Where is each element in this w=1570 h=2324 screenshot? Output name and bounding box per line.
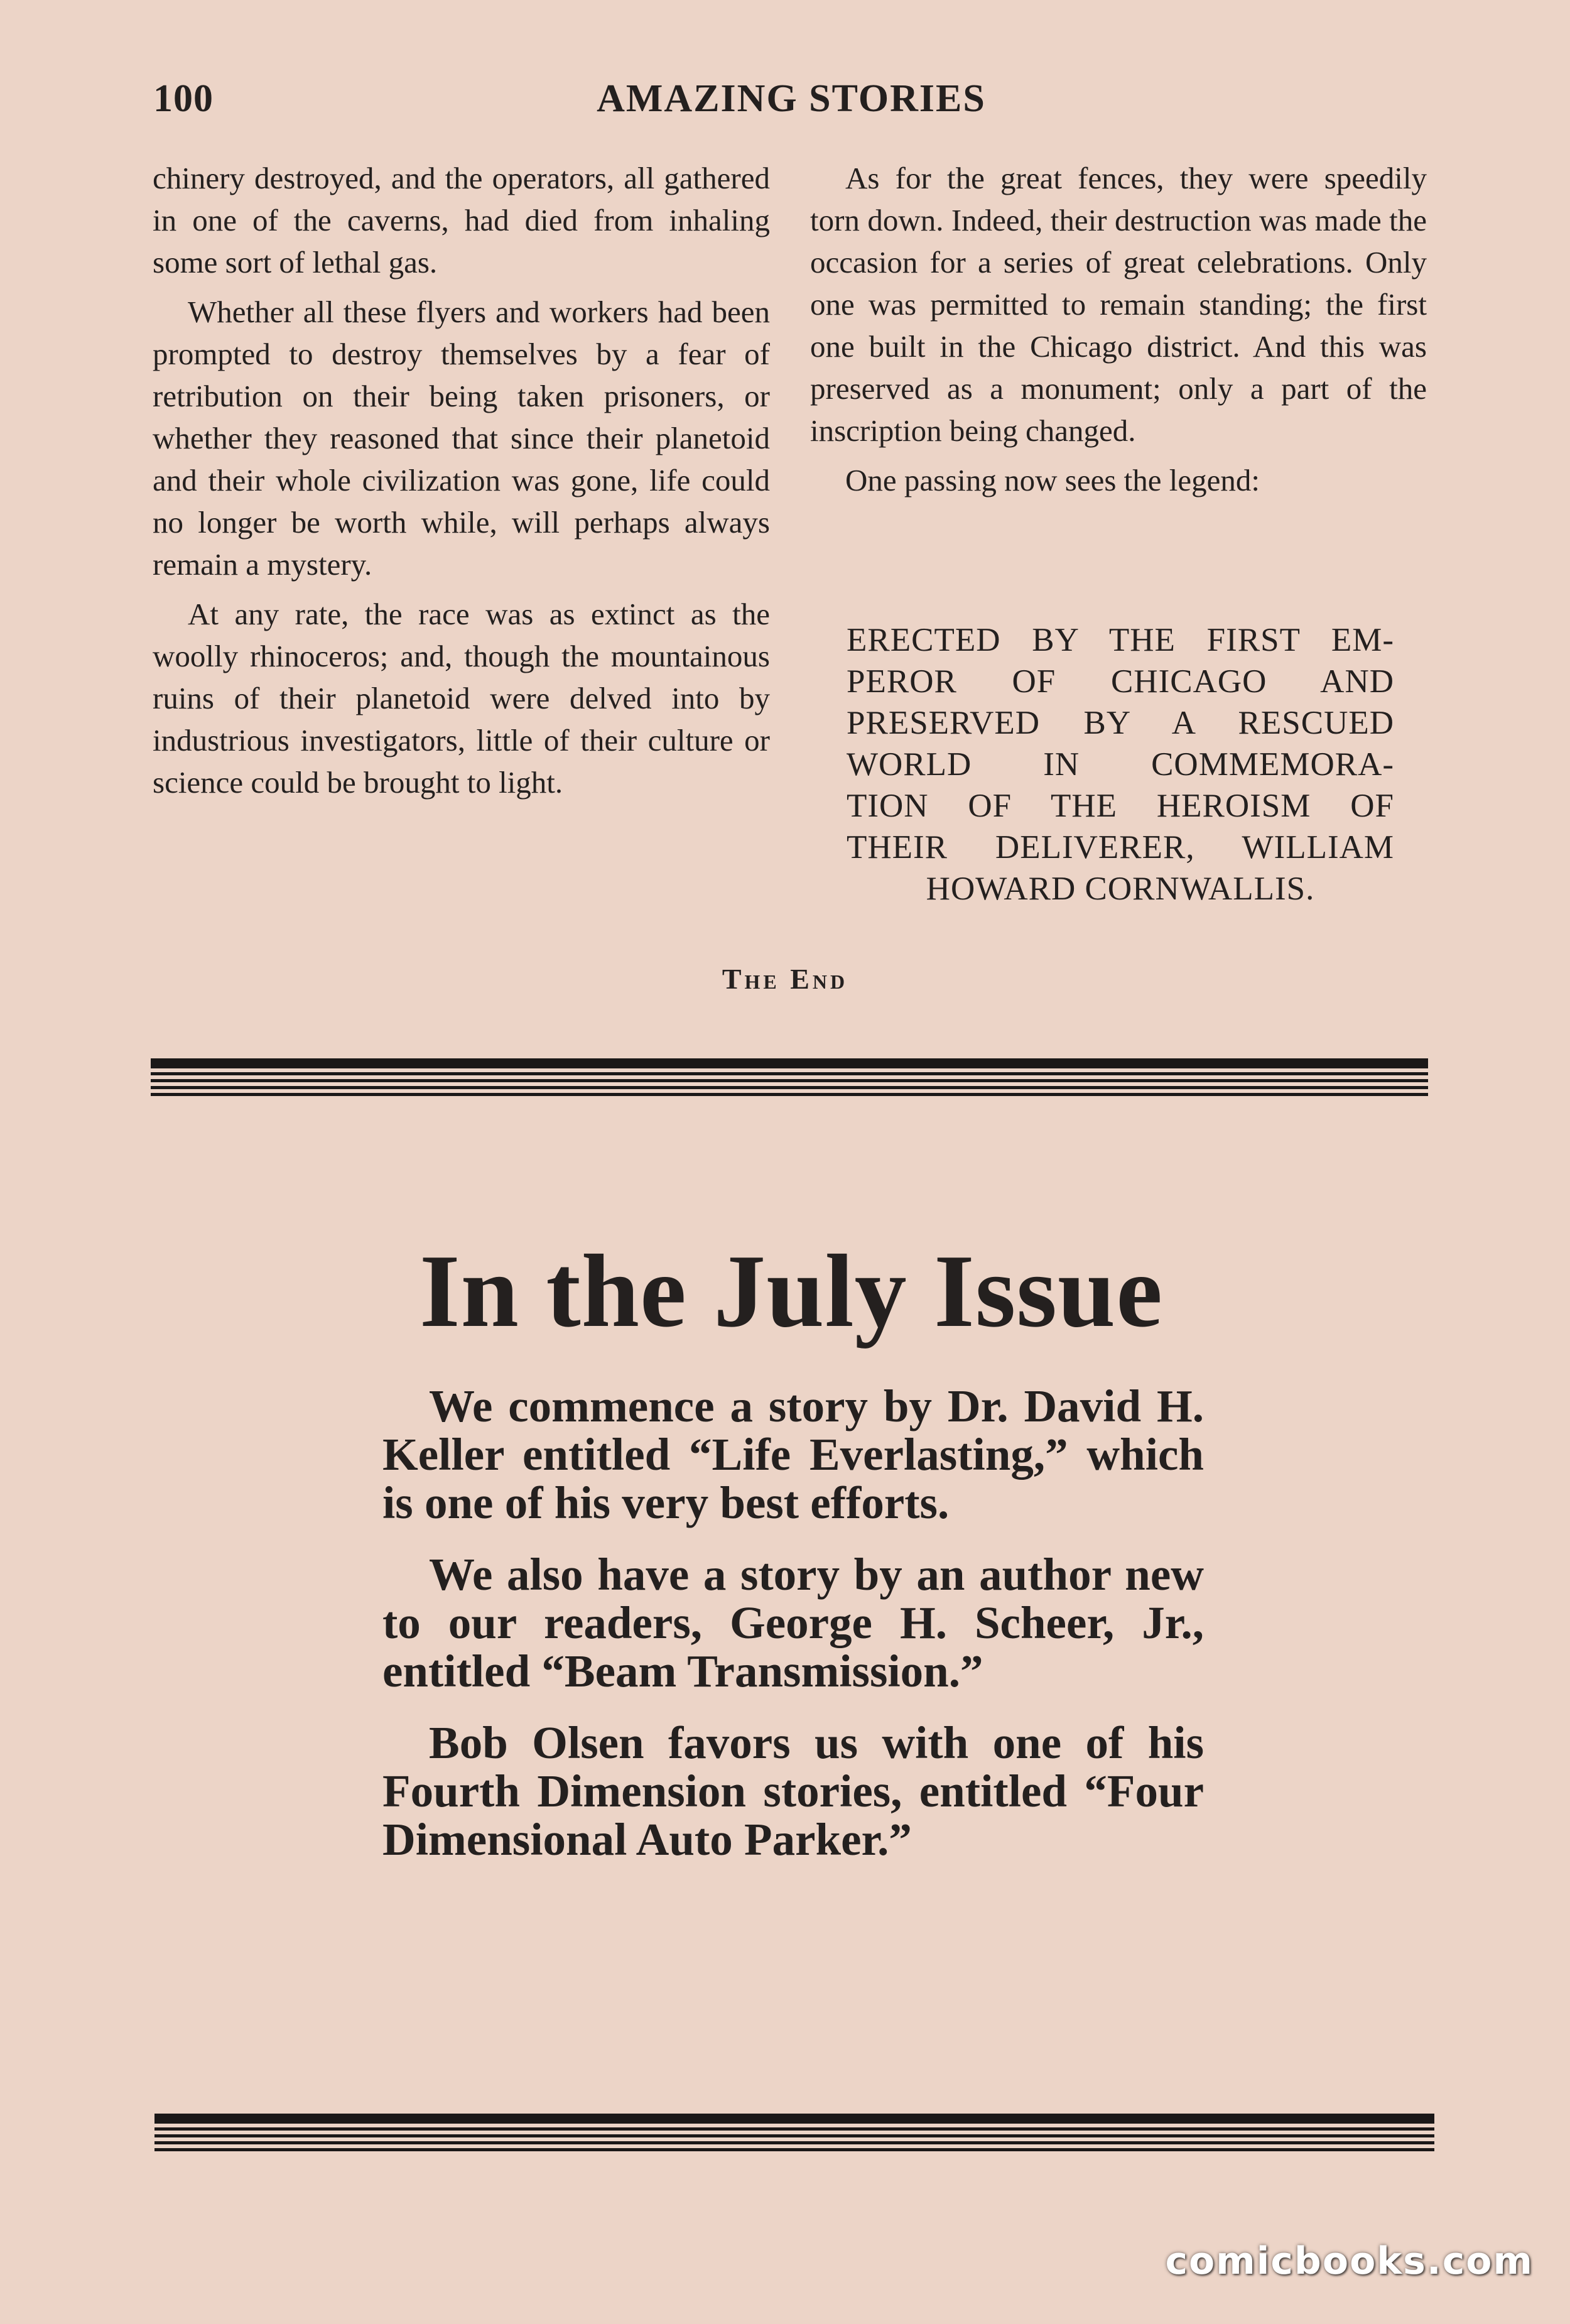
promo-paragraph: We also have a story by an author new to our readers, George H. Scheer, Jr., entitled “Beam Transmission.” xyxy=(382,1549,1204,1697)
story-paragraph: As for the great fences, they were speedily torn down. Indeed, their destruction was made the occasion for a series of great celebrations. Only one was permitted to remain standing; the first one built in the Chicago district. And this was preserved as a monument; only a part of the inscription being changed. xyxy=(810,161,1427,448)
story-paragraph: chinery destroyed, and the operators, all gathered in one of the caverns, had died from inhaling some sort of lethal gas. xyxy=(153,161,770,280)
story-paragraph: Whether all these flyers and workers had been prompted to destroy themselves by a fear of retribution on their being taken prisoners, or whether they reasoned that since their planetoid and their whole civilization was gone, life could no longer be worth while, will perhaps always remain a mystery. xyxy=(153,295,770,582)
story-left-column xyxy=(153,157,770,811)
promo-paragraph: We commence a story by Dr. David H. Keller entitled “Life Everlasting,” which is one of his very best efforts. xyxy=(382,1381,1204,1528)
inscription-line: TION OF THE HEROISM OF xyxy=(847,788,1394,824)
divider-rule-top xyxy=(151,1058,1428,1100)
story-paragraph: At any rate, the race was as extinct as the woolly rhinoceros; and, though the mountainous ruins of their planetoid were delved into by industrious investigators, little of their culture or science could be brought to light. xyxy=(153,597,770,800)
inscription-line: WORLD IN COMMEMORA- xyxy=(847,746,1394,783)
story-right-column xyxy=(810,157,1427,509)
promo-paragraph: Bob Olsen favors us with one of his Fourth Dimension stories, entitled “Four Dimensional Auto Parker.” xyxy=(382,1717,1204,1865)
story-paragraph: One passing now sees the legend: xyxy=(845,463,1260,497)
the-end-label: The End xyxy=(722,963,848,995)
page-number: 100 xyxy=(153,77,214,120)
inscription-line: PRESERVED BY A RESCUED xyxy=(847,705,1394,741)
monument-inscription xyxy=(847,619,1394,910)
inscription-line: ERECTED BY THE FIRST EM- xyxy=(847,622,1394,658)
divider-rule-bottom xyxy=(154,2114,1434,2155)
inscription-line: THEIR DELIVERER, WILLIAM xyxy=(847,829,1394,866)
inscription-line: PEROR OF CHICAGO AND xyxy=(847,663,1394,700)
running-head: AMAZING STORIES xyxy=(597,77,986,120)
watermark: comicbooks.com xyxy=(1165,2239,1534,2283)
promo-title: In the July Issue xyxy=(420,1233,1163,1349)
promo-body xyxy=(382,1382,1204,1887)
inscription-line: HOWARD CORNWALLIS. xyxy=(926,871,1315,907)
